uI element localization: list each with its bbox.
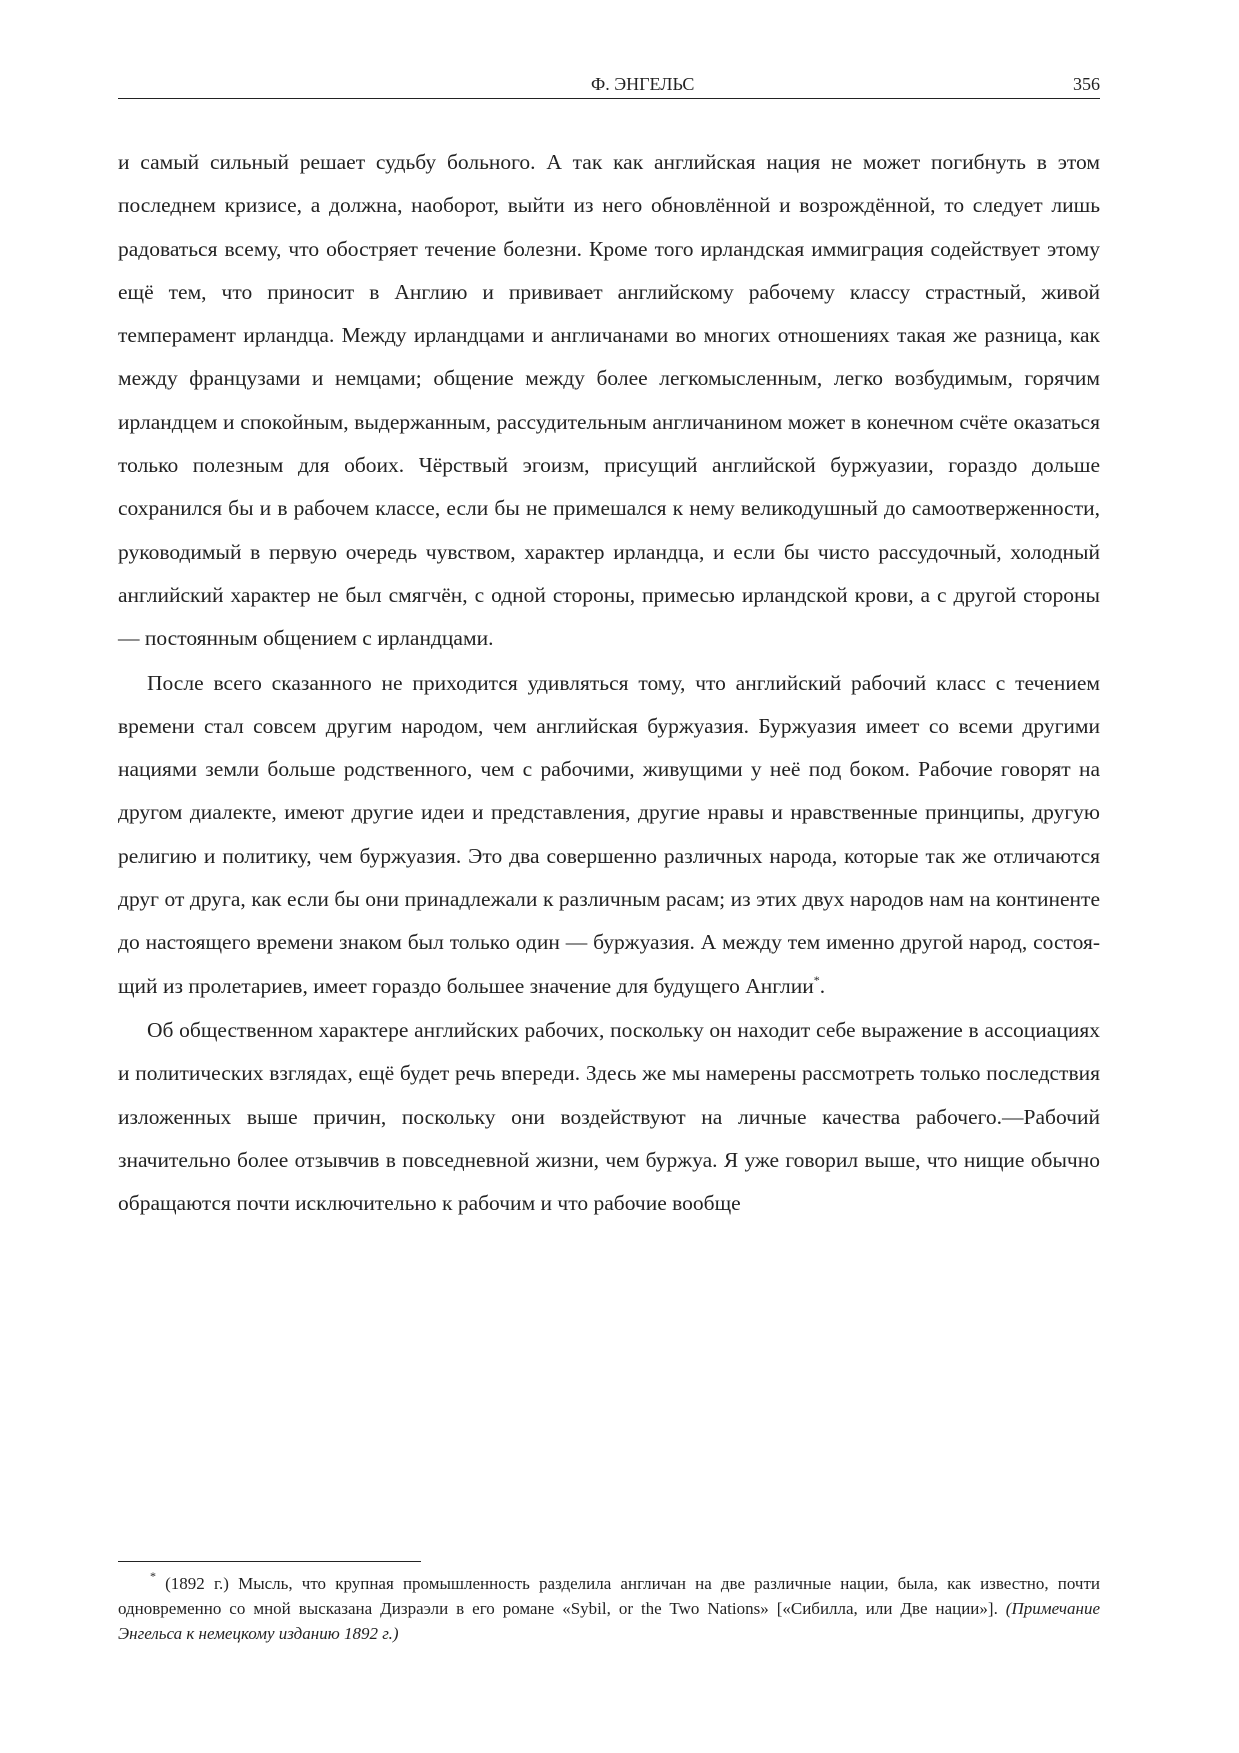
paragraph-end: . (819, 973, 826, 998)
paragraph: Об общественном характере английских рабочих, поскольку он находит себе выражение в ассоциациях и политических взглядах, ещё будет речь впереди. Здесь же мы намерены рассмотреть только последствия изложенных выше причин, поскольку они воздействуют на личные качества рабочего.—Рабочий значительно более отзывчив в повседневной жизни, чем буржуа. Я уже говорил выше, что нищие обычно обращаются почти исключительно к рабочим и что рабочие вообще (118, 1017, 1100, 1216)
page-number: 356 (1073, 74, 1100, 94)
paragraph (118, 662, 1100, 1008)
paragraph: и самый сильный решает судьбу больного. А так как английская нация не может погибнуть в этом последнем кризисе, а должна, наоборот, выйти из него обновлённой и возрождённой, то следует лишь радоваться всему, что обостряет течение болезни. Кроме того ирландская иммиграция содействует этому ещё тем, что приносит в Англию и прививает английскому рабочему классу страстный, живой темперамент ирландца. Между ирландцами и англичанами во многих отношениях такая же разница, как между французами и немцами; общение между более легкомысленным, легко возбудимым, горячим ирландцем и спокойным, выдержанным, рассудительным англичанином может в конечном счёте оказаться только полезным для обоих. Чёрствый эгоизм, присущий английской буржуазии, гораздо дольше сохранился бы и в рабочем классе, если бы не примешался к нему великодушный до самоотверженности, руководимый в первую очередь чувством, характер ирландца, и если бы чисто рассудочный, холодный английский характер не был смягчён, с одной стороны, примесью ирландской крови, а с другой стороны — постоянным общением с ирландцами. (118, 150, 1100, 651)
body-text (118, 141, 1100, 1225)
footnote-divider (118, 1561, 421, 1562)
footnote-marker: * (150, 1569, 156, 1583)
footnote (118, 1571, 1100, 1646)
page-header (118, 66, 1100, 99)
running-title: Ф. ЭНГЕЛЬС (591, 74, 695, 94)
footnote-reference: * (813, 972, 820, 987)
paragraph-text: После всего сказанного не приходится удивляться тому, что английский рабочий класс с течением времени стал совсем другим народом, чем английская буржуазия. Буржуазия имеет со всеми другими нациями земли больше родственного, чем с рабочими, живущими у неё под боком. Рабочие говорят на другом диалекте, имеют другие идеи и представления, другие нравы и нравственные принципы, другую религию и политику, чем буржуазия. Это два совершенно различных народа, которые так же отличаются друг от друга, как если бы они принадлежали к различным расам; из этих двух народов нам на континенте до настоящего времени знаком был только один — буржуазия. А между тем именно другой народ, состоящий из пролетариев, имеет гораздо большее значение для будущего Англии (118, 670, 1100, 998)
footnote-editor-note: (Примечание Энгельса к немецкому изданию 1892 г.) (118, 1599, 1100, 1643)
footnote-text: (1892 г.) Мысль, что крупная промышленность разделила англичан на две различные нации, была, как известно, почти одновременно со мной высказана Дизраэли в его романе «Sybil, or the Two Nations» [«Сибилла, или Две нации»]. (118, 1574, 1100, 1618)
